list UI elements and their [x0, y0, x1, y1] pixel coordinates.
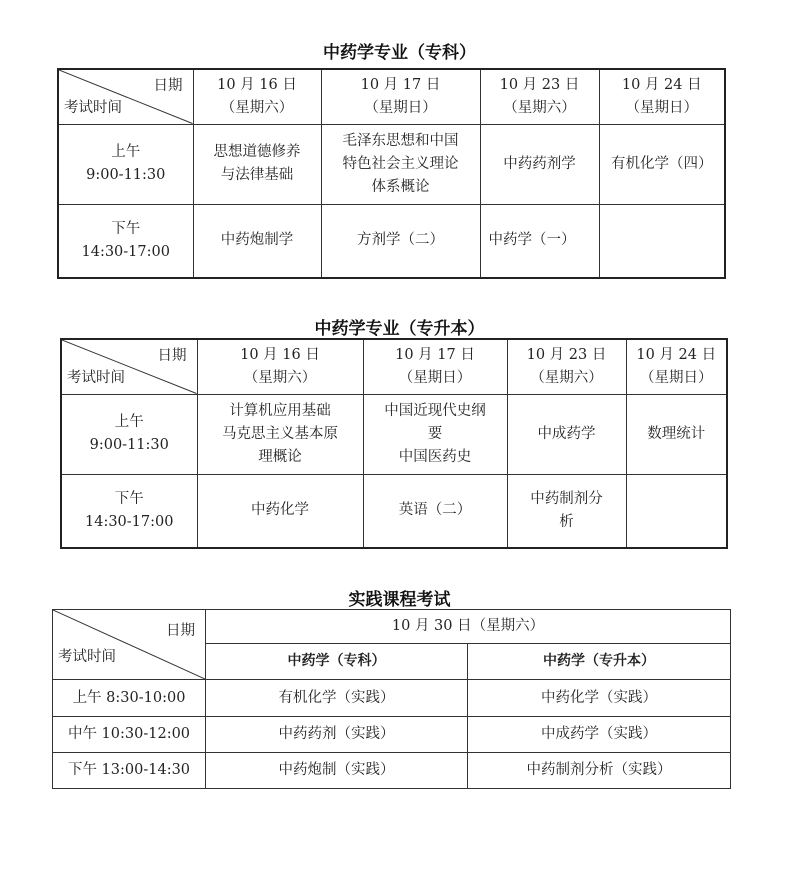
date-header — [480, 69, 599, 124]
date-header: 10 月 30 日（星期六） — [206, 610, 731, 644]
period: 上午 — [114, 414, 144, 430]
period: 下午 — [111, 220, 141, 237]
table1-title: 中药学专业（专科） — [323, 43, 476, 63]
exam-cell: 中成药学（实践） — [468, 717, 731, 753]
schedule-table-zhuanshengben — [60, 338, 728, 549]
exam-line: 中药学（一） — [488, 232, 576, 249]
table3-title: 实践课程考试 — [348, 590, 451, 610]
date-header — [626, 339, 727, 394]
date-header — [363, 339, 507, 394]
weekday: （星期六） — [220, 99, 294, 116]
time-range: 9:00-11:30 — [89, 437, 169, 453]
exam-cell — [193, 124, 321, 204]
weekday: （星期六） — [530, 369, 603, 386]
date-header — [197, 339, 363, 394]
exam-line: 与法律基础 — [220, 167, 294, 183]
time-range: 14:30-17:00 — [81, 243, 170, 260]
exam-cell — [480, 124, 599, 204]
corner-time-label: 考试时间 — [58, 649, 116, 665]
corner-date-label: 日期 — [153, 78, 183, 94]
exam-cell: 中药炮制（实践） — [206, 753, 468, 789]
exam-line: 体系概论 — [371, 178, 430, 195]
exam-cell — [197, 394, 363, 474]
table2-title: 中药学专业（专升本） — [314, 319, 485, 339]
schedule-table-zhuanke — [57, 68, 726, 279]
exam-line: 理概论 — [258, 448, 302, 465]
table-row — [58, 124, 725, 204]
table-row — [61, 474, 727, 548]
exam-cell: 中药药剂（实践） — [206, 717, 468, 753]
table-row — [53, 717, 731, 753]
weekday: （星期日） — [640, 369, 713, 386]
table-row — [58, 204, 725, 278]
time-slot — [58, 124, 193, 204]
corner-date-label: 日期 — [166, 623, 195, 639]
table-row — [53, 680, 731, 717]
corner-header — [58, 69, 193, 124]
exam-cell — [507, 474, 626, 548]
period: 上午 — [111, 144, 141, 160]
exam-cell — [193, 204, 321, 278]
exam-line: 思想道德修养 — [213, 144, 301, 160]
exam-line: 析 — [559, 513, 574, 530]
exam-line: 中药化学 — [251, 502, 309, 519]
date: 10 月 24 日 — [621, 76, 702, 93]
date-header — [507, 339, 626, 394]
exam-line: 特色社会主义理论 — [342, 155, 459, 172]
period: 下午 — [114, 490, 144, 507]
exam-line: 中国近现代史纲 — [384, 402, 486, 419]
time-range: 14:30-17:00 — [85, 513, 174, 530]
exam-cell-empty — [626, 474, 727, 548]
time-slot — [61, 474, 197, 548]
exam-line: 英语（二） — [398, 502, 472, 519]
corner-time-label: 考试时间 — [67, 369, 125, 386]
date-header — [321, 69, 480, 124]
exam-line: 方剂学（二） — [357, 232, 444, 249]
exam-line: 数理统计 — [647, 425, 706, 442]
date-header — [193, 69, 321, 124]
exam-line: 有机化学（四） — [611, 155, 713, 172]
program-header: 中药学（专科） — [206, 644, 468, 680]
exam-line: 中药炮制学 — [220, 232, 294, 249]
table-row — [61, 394, 727, 474]
corner-header — [53, 610, 206, 680]
date: 10 月 16 日 — [217, 76, 297, 93]
exam-line: 计算机应用基础 — [229, 402, 331, 419]
exam-line: 中药制剂分 — [530, 490, 603, 507]
exam-cell — [363, 474, 507, 548]
exam-cell — [197, 474, 363, 548]
exam-line: 中国医药史 — [398, 448, 472, 465]
exam-cell: 有机化学（实践） — [206, 680, 468, 717]
time-range: 9:00-11:30 — [86, 167, 166, 183]
exam-cell: 中药制剂分析（实践） — [468, 753, 731, 789]
exam-line: 毛泽东思想和中国 — [342, 132, 459, 149]
exam-cell — [363, 394, 507, 474]
date: 10 月 23 日 — [499, 76, 580, 93]
exam-line: 中成药学 — [537, 425, 596, 442]
corner-time-label: 考试时间 — [64, 99, 122, 116]
corner-date-label: 日期 — [157, 348, 187, 364]
time-slot: 中午 10:30-12:00 — [53, 717, 206, 753]
time-slot: 下午 13:00-14:30 — [53, 753, 206, 789]
weekday: （星期六） — [243, 369, 317, 386]
exam-line: 马克思主义基本原 — [222, 425, 338, 442]
time-slot: 上午 8:30-10:00 — [53, 680, 206, 717]
exam-cell — [321, 204, 480, 278]
exam-cell: 中药化学（实践） — [468, 680, 731, 717]
practice-exam-table — [52, 609, 731, 789]
exam-line: 中药药剂学 — [503, 155, 576, 172]
time-slot — [58, 204, 193, 278]
exam-cell — [599, 124, 725, 204]
corner-header — [61, 339, 197, 394]
date: 10 月 24 日 — [636, 346, 717, 363]
weekday: （星期日） — [398, 369, 472, 386]
date: 10 月 17 日 — [395, 346, 475, 363]
exam-line: 要 — [427, 425, 443, 442]
weekday: （星期日） — [364, 99, 437, 116]
date-header — [599, 69, 725, 124]
exam-cell — [626, 394, 727, 474]
exam-cell — [321, 124, 480, 204]
date: 10 月 16 日 — [240, 346, 320, 363]
weekday: （星期六） — [503, 99, 576, 116]
exam-cell-empty — [599, 204, 725, 278]
exam-cell — [507, 394, 626, 474]
date: 10 月 17 日 — [360, 76, 441, 93]
date: 10 月 23 日 — [526, 346, 607, 363]
exam-cell — [480, 204, 599, 278]
time-slot — [61, 394, 197, 474]
weekday: （星期日） — [625, 99, 698, 116]
table-row — [53, 753, 731, 789]
program-header: 中药学（专升本） — [468, 644, 731, 680]
